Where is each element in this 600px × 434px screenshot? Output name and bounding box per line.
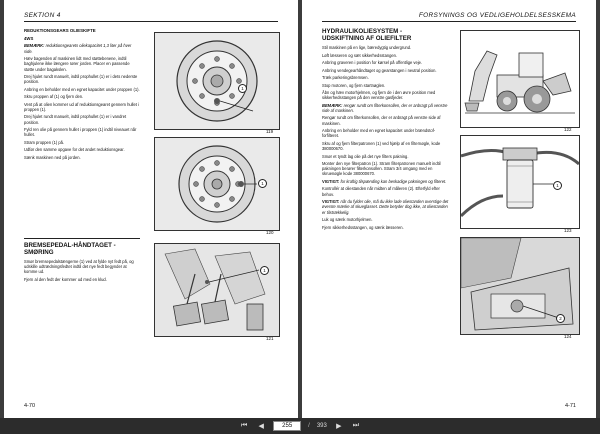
right-page-header [322, 12, 576, 22]
backhoe-loader-illustration [461, 31, 579, 127]
page-number-input[interactable]: 255 [273, 421, 301, 431]
figure-number: 123 [564, 228, 572, 233]
figure-122-backhoe-loader [460, 30, 580, 128]
total-pages: 393 [316, 423, 327, 429]
oil-filter-illustration [461, 136, 579, 228]
paragraph: Løft læsseren og sæt sikkerhedsstangen. [322, 52, 398, 58]
figure-123-oil-filter [460, 135, 580, 229]
last-page-icon[interactable]: ⏭ [352, 422, 359, 429]
warning-paragraph: VIGTIGT: når du fylder olie, må du ikke lade oliestanden overstige det øverste mærke af skueglasset. Dette betyder dog ikke, at oliestanden er tilstrækkelig. [322, 199, 449, 215]
paragraph: Drej hjulet rundt manuelt, indtil prophullet (1) er i vandret position. [24, 114, 127, 125]
paragraph: Fyld ren olie på gennem hullet i proppen (1) indtil niveauet når hullet. [24, 127, 137, 138]
brake-pedal-illustration [155, 244, 279, 336]
paragraph: Monter den nye filterpatron (1). Stram filterpatronen manuelt indtil pakningen berører filterkonsollen. Stram 3/4 omgang med en skruenøgle kode 380000670. [322, 161, 441, 177]
left-page [4, 0, 298, 418]
figure-number: 119 [266, 129, 274, 134]
paragraph: Stram proppen (1) på. [24, 139, 65, 145]
figure-number: 124 [564, 334, 572, 339]
section-title-brake-pedal: BREMSEPEDAL-HÅNDTAGET - SMØRING [24, 242, 116, 256]
paragraph: Anbring vendegearhåndtaget og gearstangen i neutral position. [322, 67, 437, 73]
paragraph: Stil maskinen på en lige, bæredygtig undergrund. [322, 45, 412, 50]
figure-number: 121 [266, 336, 274, 341]
section-title-hydraulic-filter: HYDRAULIKOLIESYSTEM - UDSKIFTNING AF OLIEFILTER [322, 28, 412, 42]
figure-number: 120 [266, 230, 274, 235]
next-page-icon[interactable]: ▶ [336, 423, 342, 430]
first-page-icon[interactable]: ⏮ [241, 422, 248, 429]
section-subtitle-4ws: 4WS [24, 36, 34, 42]
paragraph: Smør bremsepedalstængerne (1) ved at fylde nyt fedt på, og udskille udtrædningsfedtet indtil det nye fedt begynder at komme ud. [24, 259, 134, 275]
section-title-reduction-gear: REDUKTIONSGEARS OLIESKIFTE [24, 28, 96, 33]
wheel-hub-illustration [155, 33, 279, 129]
paragraph: Smør et tyndt lag olie på det nye filters pakning. [322, 153, 409, 159]
left-page-header [24, 12, 278, 22]
paragraph: Sænk maskinen ned på jorden. [24, 154, 81, 160]
figure-number: 122 [564, 127, 572, 132]
paragraph: Rengør rundt om filterkonsollen, der er anbragt på venstre side af maskinen. [322, 115, 441, 126]
paragraph: Udfør den samme opgave for det andet reduktionsgear. [24, 147, 125, 153]
section-label: SEKTION 4 [24, 12, 61, 19]
right-text-column [322, 28, 452, 232]
figure-119-wheel-hub [154, 32, 280, 130]
note-paragraph: BEMÆRK: reduktionsgearets oliekapacitet 1,3 liter på hver side. [24, 43, 132, 54]
paragraph: Luk og sænk motorhjelmen. [322, 217, 373, 223]
note-paragraph: BEMÆRK: rengør rundt om filterkonsollen, der er anbragt på venstre side af maskinen. [322, 102, 448, 113]
paragraph: Anbring en beholder med en egnet kapacitet under proppen (1). [24, 86, 140, 92]
page-separator: / [308, 423, 310, 429]
paragraph: Skru af og fjern filterpatronen (1) ved hjælp af en filternøgle, kode 380000670. [322, 140, 441, 152]
section-divider [24, 238, 140, 239]
right-page [302, 0, 596, 418]
paragraph: Anbring graveren i position for kørsel på offentlige veje. [322, 60, 423, 65]
paragraph: Skru proppen af (1) og fjern den. [24, 94, 84, 100]
callout-2: 2 [556, 314, 565, 323]
paragraph: Åbn og hæv motorhjelmen, og fjern de i den øvre position med sikkerhedsstangen på den venstre gasfjeder. [322, 90, 436, 101]
paragraph: Stop motoren, og fjern startnøglen. [322, 82, 386, 88]
page-number: 4-71 [564, 403, 576, 409]
paragraph: Fjern al den fedt der kommer ud med en klud. [24, 276, 107, 282]
figure-121-brake-pedals [154, 243, 280, 337]
paragraph: Hæv bagenden af maskinen lidt med støttebenene, indtil baghjulene ikke længere rører jorden. Placer en passende støtte under bagakslen. [24, 56, 130, 72]
paragraph: Anbring en beholder med en egnet kapacitet under brændstof-forfilteret. [322, 128, 436, 139]
paragraph: Drej hjulet rundt manuelt, indtil prophullet (1) er i dets nederste position. [24, 74, 138, 85]
callout-1: 1 [238, 84, 247, 93]
page-number: 4-70 [24, 403, 36, 409]
callout-1: 1 [260, 266, 269, 275]
paragraph: Fjern sikkerhedsstangen, og sænk læsseren. [322, 224, 404, 230]
paragraph: Kontrollér at oliestanden når midten af måleren (2). Efterfyld efter behov. [322, 186, 440, 197]
callout-1: 1 [258, 179, 267, 188]
left-text-column-2 [24, 242, 140, 284]
viewer-toolbar [0, 418, 600, 434]
paragraph: Træk parkeringsbremsen. [322, 75, 369, 80]
section-label: FORSYNINGS OG VEDLIGEHOLDELSESSKEMA [418, 12, 576, 19]
callout-1: 1 [553, 181, 562, 190]
previous-page-icon[interactable]: ◀ [258, 423, 264, 430]
paragraph: Vent på at olien kommer ud af reduktionsgearet gennem hullet i proppen (1). [24, 101, 139, 112]
left-text-column-1 [24, 28, 140, 162]
warning-paragraph: VIGTIGT: for kraftig tilspænding kan beskadige pakningen og filteret. [322, 178, 447, 184]
